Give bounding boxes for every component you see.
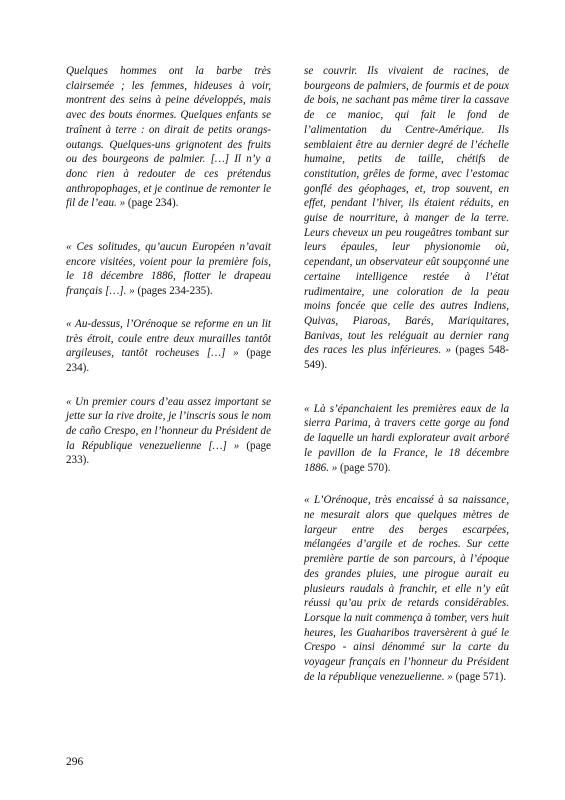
page-number: 296 <box>66 756 84 768</box>
spacer <box>304 475 509 493</box>
quote-text: « Au-dessus, l’Orénoque se reforme en un lit très étroit, coule entre deux murailles tantôt argileuses, tantôt rocheuses […] » <box>66 317 271 360</box>
page-reference: (pages 548-549). <box>304 344 509 372</box>
left-quote-3 <box>66 317 271 376</box>
left-quote-1 <box>66 64 271 211</box>
quote-text: se couvrir. Ils vivaient de racines, de bourgeons de palmiers, de fourmis et de poux de bois, ne sachant pas même tirer la cassave de ce manioc, qui fait le fond de l’alimentation du Centre-Amérique. Ils semblaient être au dernier degré de l’échelle humaine, petits de taille, chétifs de constitution, grêles de forme, avec l’estomac gonflé des géophages, et, trop souvent, en effet, pendant l’hiver, ils étaient réduits, en guise de nourriture, à manger de la terre. Leurs cheveux un peu rougeâtres tombant sur leurs épaules, leur physionomie où, cependant, un observateur eût soupçonné une certaine intelligence restée à l’état rudimentaire, une coloration de la peau moins foncée que celle des autres Indiens, Quivas, Piaroas, Barés, Mariquitares, Banivas, tout les reléguait au dernier rang des races les plus inférieures. » <box>304 65 509 357</box>
quote-text: Quelques hommes ont la barbe très clairsemée ; les femmes, hideuses à voir, montrent des seins à peine développés, mais avec des bouts énormes. Quelques enfants se traînent à terre : on dirait de petits orangs-outangs. Quelques-uns grignotent des fruits ou des bourgeons de palmier. […] Il n’y a donc rien à redouter de ces prétendus anthropophages, et je continue de remonter le fil de l’eau. » <box>66 65 271 210</box>
right-quote-3 <box>304 493 509 684</box>
left-quote-4 <box>66 395 271 469</box>
quote-text: « Un premier cours d’eau assez important se jette sur la rive droite, je l’inscris sous le nom de caño Crespo, en l’honneur du Président de la République venezuelienne […] » <box>66 395 271 452</box>
page-reference: (page 234). <box>66 347 271 374</box>
spacer <box>66 299 271 317</box>
left-quote-2 <box>66 240 271 299</box>
right-quote-2 <box>304 402 509 476</box>
page-reference: (page 233). <box>66 439 271 467</box>
spacer <box>66 211 271 240</box>
page-reference: (pages 234-235). <box>134 285 213 298</box>
page-reference: (page 234). <box>125 197 179 210</box>
quote-text: « Ces solitudes, qu’aucun Européen n’avait encore visitées, voient pour la première fois, le 18 décembre 1886, flotter le drapeau français […]. » <box>66 241 271 298</box>
right-quote-1 <box>304 64 509 373</box>
quote-text: « Là s’épanchaient les premières eaux de la sierra Parima, à travers cette gorge au fond de laquelle un hardi explorateur avait arboré le pavillon de la France, le 18 décembre 1886. » <box>304 402 509 474</box>
spacer <box>304 373 509 402</box>
page-reference: (page 571). <box>452 670 507 683</box>
right-column <box>304 64 509 684</box>
quote-text: « L’Orénoque, très encaissé à sa naissance, ne mesurait alors que quelques mètres de largeur entre des berges escarpées, mélangées d’argile et de roches. Sur cette première partie de son parcours, à l’époque des grandes pluies, une pirogue aurait eu plusieurs raudals à franchir, et elle n’y eût réussi qu’au prix de retards considérables. Lorsque la nuit commença à tomber, vers huit heures, les Guaharibos traversèrent à gué le Crespo - ainsi dénommé sur la carte du voyageur français en l’honneur du Président de la république venezuelienne. » <box>304 494 509 683</box>
spacer <box>66 376 271 395</box>
left-column <box>66 64 271 468</box>
page-reference: (page 570). <box>337 461 391 474</box>
